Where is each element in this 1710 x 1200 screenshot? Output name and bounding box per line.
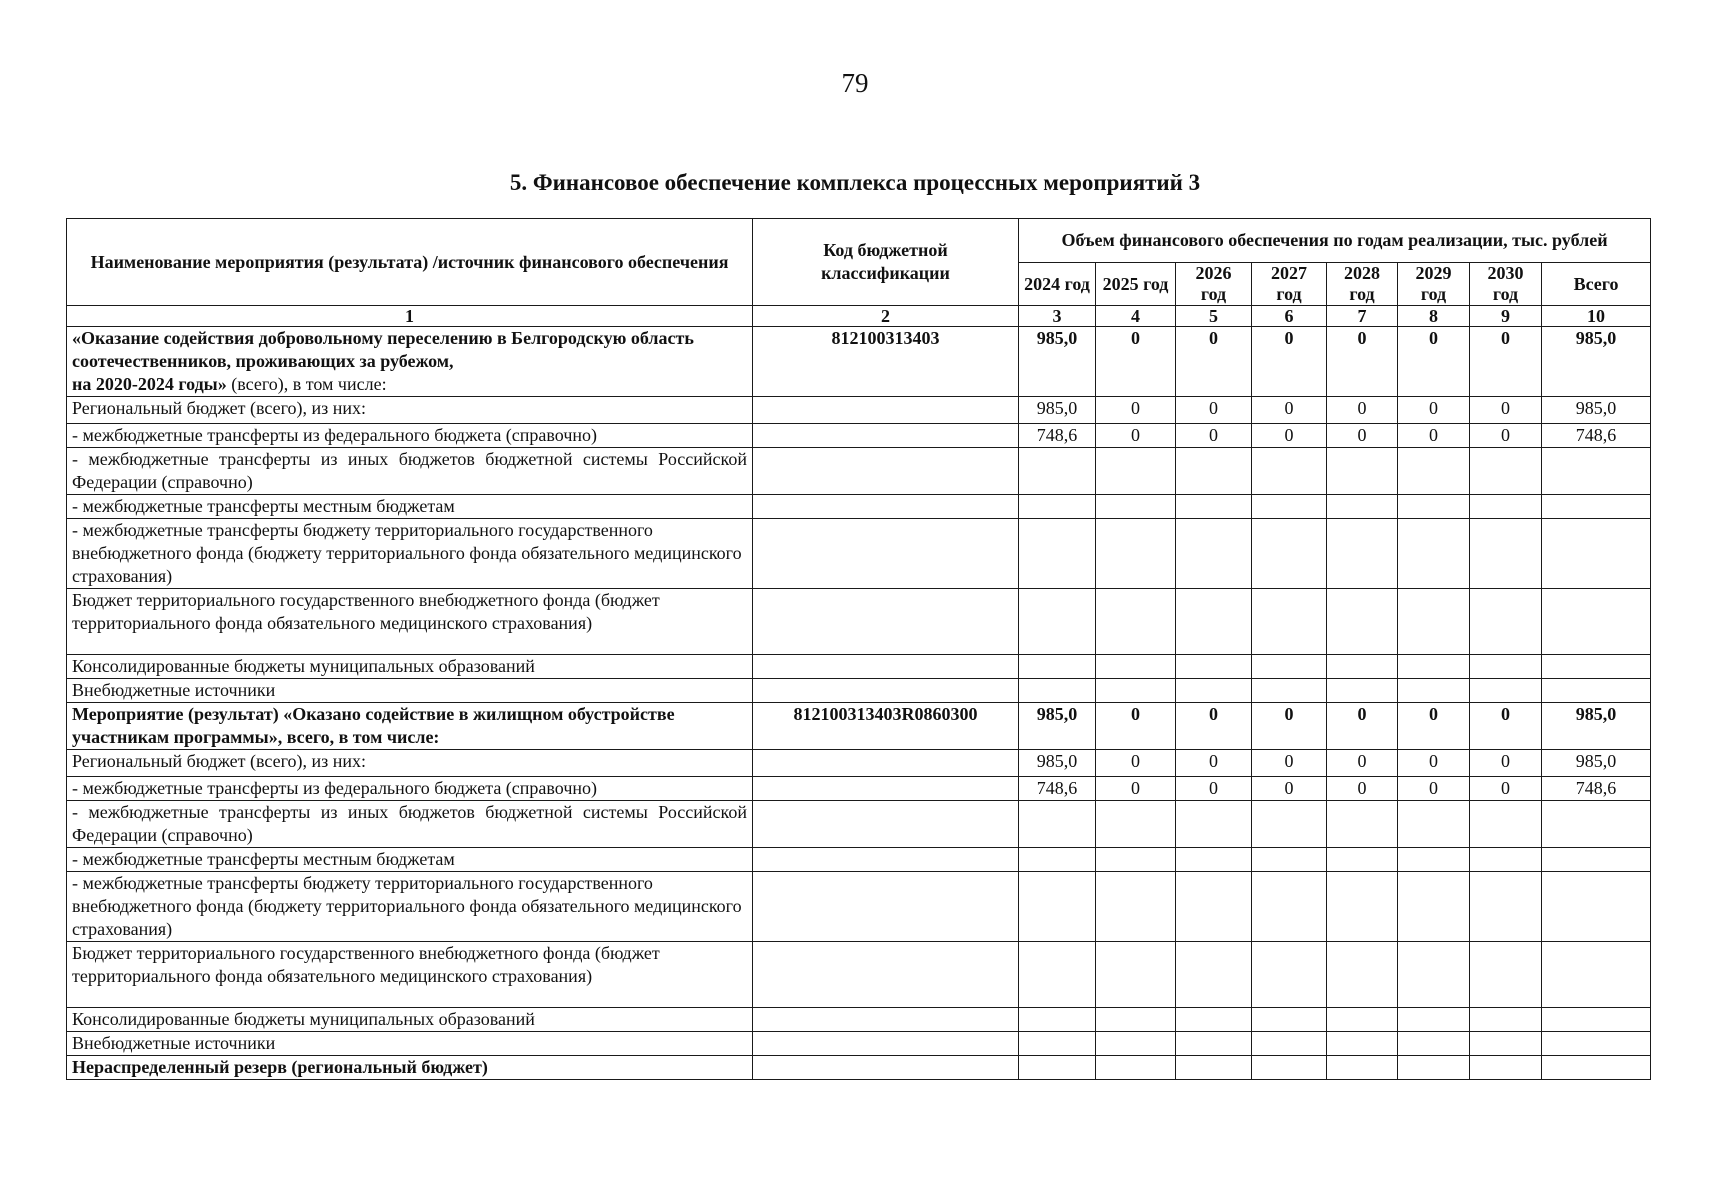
row-value [1252, 1008, 1327, 1032]
row-value [1252, 1056, 1327, 1080]
row-total [1542, 848, 1651, 872]
row-code [753, 777, 1019, 801]
row-value [1096, 872, 1176, 942]
row-value [1398, 801, 1470, 848]
row-total [1542, 448, 1651, 495]
table-row [67, 495, 1651, 519]
row-value [1398, 942, 1470, 1008]
row-value [1398, 872, 1470, 942]
row-value [1019, 872, 1096, 942]
row-total: 985,0 [1542, 397, 1651, 424]
table-row [67, 1008, 1651, 1032]
row-value [1470, 655, 1542, 679]
section-title: 5. Финансовое обеспечение комплекса процессных мероприятий 3 [509, 170, 1201, 195]
row-code [753, 397, 1019, 424]
row-value [1398, 679, 1470, 703]
row-value: 0 [1252, 777, 1327, 801]
row-value [1398, 495, 1470, 519]
row-value [1327, 448, 1398, 495]
row-code [753, 1056, 1019, 1080]
row-value [1398, 1056, 1470, 1080]
row-value [1252, 872, 1327, 942]
row-code [753, 424, 1019, 448]
table-row [67, 679, 1651, 703]
row-value [1019, 589, 1096, 655]
row-value [1096, 1056, 1176, 1080]
column-number: 8 [1398, 306, 1470, 327]
row-value [1470, 801, 1542, 848]
row-value [1096, 655, 1176, 679]
row-name: Региональный бюджет (всего), из них: [67, 750, 753, 777]
table-row [67, 1032, 1651, 1056]
row-value [1398, 448, 1470, 495]
row-value [1470, 1056, 1542, 1080]
row-value [1252, 848, 1327, 872]
row-value [1176, 679, 1252, 703]
row-total: 985,0 [1542, 703, 1651, 750]
row-value: 0 [1327, 424, 1398, 448]
row-name: Бюджет территориального государственного внебюджетного фонда (бюджет территориального фонда обязательного медицинского страхования) [67, 942, 753, 1008]
table-row [67, 942, 1651, 1008]
row-name: - межбюджетные трансферты из федерального бюджета (справочно) [67, 777, 753, 801]
row-code [753, 1032, 1019, 1056]
row-value [1176, 942, 1252, 1008]
row-name: Мероприятие (результат) «Оказано содействие в жилищном обустройстве участникам программы», всего, в том числе: [67, 703, 753, 750]
row-code [753, 942, 1019, 1008]
row-value [1252, 801, 1327, 848]
header-year: 2029 год [1398, 263, 1470, 306]
row-value: 0 [1327, 327, 1398, 397]
row-code [753, 801, 1019, 848]
row-total: 985,0 [1542, 327, 1651, 397]
row-value: 0 [1176, 750, 1252, 777]
row-total [1542, 495, 1651, 519]
row-code [753, 655, 1019, 679]
row-value [1327, 495, 1398, 519]
row-value: 0 [1252, 703, 1327, 750]
row-value: 0 [1470, 397, 1542, 424]
table-row [67, 872, 1651, 942]
row-value: 985,0 [1019, 397, 1096, 424]
row-value [1327, 519, 1398, 589]
row-total [1542, 589, 1651, 655]
row-value: 0 [1327, 750, 1398, 777]
row-value [1327, 872, 1398, 942]
row-value [1327, 679, 1398, 703]
row-value: 748,6 [1019, 424, 1096, 448]
column-number: 6 [1252, 306, 1327, 327]
row-value [1096, 848, 1176, 872]
row-value: 985,0 [1019, 750, 1096, 777]
header-code: Код бюджетной классификации [753, 219, 1019, 306]
row-code [753, 1008, 1019, 1032]
row-name: Бюджет территориального государственного внебюджетного фонда (бюджет территориального фонда обязательного медицинского страхования) [67, 589, 753, 655]
row-value: 0 [1096, 777, 1176, 801]
row-value [1470, 495, 1542, 519]
header-year: 2030 год [1470, 263, 1542, 306]
header-name: Наименование мероприятия (результата) /источник финансового обеспечения [67, 219, 753, 306]
header-volume: Объем финансового обеспечения по годам реализации, тыс. рублей [1019, 219, 1651, 263]
row-value [1470, 1008, 1542, 1032]
row-code: 812100313403R0860300 [753, 703, 1019, 750]
row-value [1096, 1032, 1176, 1056]
column-number: 4 [1096, 306, 1176, 327]
row-total: 985,0 [1542, 750, 1651, 777]
row-value [1019, 801, 1096, 848]
row-total [1542, 655, 1651, 679]
row-value: 985,0 [1019, 703, 1096, 750]
row-value [1019, 1056, 1096, 1080]
row-total [1542, 872, 1651, 942]
column-number: 2 [753, 306, 1019, 327]
row-value [1470, 1032, 1542, 1056]
row-value [1096, 942, 1176, 1008]
row-value: 0 [1176, 424, 1252, 448]
row-name: - межбюджетные трансферты местным бюджетам [67, 495, 753, 519]
row-name: Региональный бюджет (всего), из них: [67, 397, 753, 424]
row-value [1176, 589, 1252, 655]
row-value [1176, 1008, 1252, 1032]
row-code [753, 495, 1019, 519]
row-value [1096, 801, 1176, 848]
table-row [67, 424, 1651, 448]
row-value: 0 [1096, 397, 1176, 424]
row-code [753, 848, 1019, 872]
row-code [753, 872, 1019, 942]
row-value [1176, 655, 1252, 679]
row-value [1470, 942, 1542, 1008]
row-value [1252, 495, 1327, 519]
row-value [1252, 942, 1327, 1008]
row-name: «Оказание содействия добровольному переселению в Белгородскую область соотечественников, проживающих за рубежом, на 2020-2024 годы» (всего), в том числе: [67, 327, 753, 397]
row-value [1470, 679, 1542, 703]
row-total [1542, 1056, 1651, 1080]
row-value [1019, 942, 1096, 1008]
header-year: 2028 год [1327, 263, 1398, 306]
row-value [1470, 589, 1542, 655]
row-total [1542, 801, 1651, 848]
row-value: 0 [1470, 777, 1542, 801]
row-value: 0 [1470, 424, 1542, 448]
row-value [1470, 519, 1542, 589]
row-value [1398, 519, 1470, 589]
header-year: 2024 год [1019, 263, 1096, 306]
row-name: Внебюджетные источники [67, 1032, 753, 1056]
row-value [1176, 448, 1252, 495]
financing-table [66, 218, 1651, 1080]
column-number: 1 [67, 306, 753, 327]
column-number: 9 [1470, 306, 1542, 327]
row-value [1327, 801, 1398, 848]
row-value: 0 [1096, 424, 1176, 448]
row-value: 0 [1096, 750, 1176, 777]
row-name: - межбюджетные трансферты местным бюджетам [67, 848, 753, 872]
column-number: 5 [1176, 306, 1252, 327]
row-value: 0 [1176, 397, 1252, 424]
row-value [1019, 1008, 1096, 1032]
row-value [1252, 655, 1327, 679]
row-value [1019, 448, 1096, 495]
row-code [753, 448, 1019, 495]
row-value [1096, 679, 1176, 703]
row-value [1327, 1056, 1398, 1080]
row-value: 0 [1470, 750, 1542, 777]
row-value: 0 [1470, 327, 1542, 397]
row-value: 0 [1327, 397, 1398, 424]
row-value [1176, 1056, 1252, 1080]
row-name: Нераспределенный резерв (региональный бюджет) [67, 1056, 753, 1080]
column-number-row [67, 306, 1651, 327]
row-value [1252, 679, 1327, 703]
row-total [1542, 1032, 1651, 1056]
row-total [1542, 942, 1651, 1008]
row-value: 0 [1398, 703, 1470, 750]
row-value: 0 [1398, 397, 1470, 424]
row-total [1542, 679, 1651, 703]
row-value: 0 [1252, 424, 1327, 448]
row-value [1252, 448, 1327, 495]
row-value [1398, 1032, 1470, 1056]
row-value [1252, 1032, 1327, 1056]
table-row [67, 703, 1651, 750]
row-value [1398, 655, 1470, 679]
row-value [1470, 448, 1542, 495]
row-name: - межбюджетные трансферты из федерального бюджета (справочно) [67, 424, 753, 448]
header-year: 2025 год [1096, 263, 1176, 306]
row-value [1019, 495, 1096, 519]
row-value [1398, 589, 1470, 655]
row-value [1019, 679, 1096, 703]
row-value: 0 [1398, 424, 1470, 448]
row-value [1176, 495, 1252, 519]
table-row [67, 848, 1651, 872]
column-number: 7 [1327, 306, 1398, 327]
table-row [67, 655, 1651, 679]
row-value [1327, 655, 1398, 679]
row-code [753, 519, 1019, 589]
table-row [67, 589, 1651, 655]
row-value [1176, 1032, 1252, 1056]
row-total: 748,6 [1542, 424, 1651, 448]
row-value [1470, 872, 1542, 942]
row-value [1327, 589, 1398, 655]
row-name: - межбюджетные трансферты бюджету территориального государственного внебюджетного фонда (бюджету территориального фонда обязательного медицинского страхования) [67, 519, 753, 589]
row-value: 0 [1176, 777, 1252, 801]
table-row [67, 750, 1651, 777]
row-value: 0 [1327, 703, 1398, 750]
row-total: 748,6 [1542, 777, 1651, 801]
row-value [1398, 848, 1470, 872]
table-row [67, 801, 1651, 848]
row-value: 0 [1398, 750, 1470, 777]
row-value [1096, 589, 1176, 655]
page-number: 79 [841, 68, 869, 98]
row-name: - межбюджетные трансферты из иных бюджетов бюджетной системы Российской Федерации (справочно) [67, 448, 753, 495]
row-value: 0 [1252, 327, 1327, 397]
row-value [1327, 1032, 1398, 1056]
table-row [67, 519, 1651, 589]
row-value [1327, 848, 1398, 872]
row-value: 0 [1398, 777, 1470, 801]
row-name: - межбюджетные трансферты из иных бюджетов бюджетной системы Российской Федерации (справочно) [67, 801, 753, 848]
row-value: 0 [1096, 327, 1176, 397]
column-number: 10 [1542, 306, 1651, 327]
table-row [67, 777, 1651, 801]
row-value [1176, 872, 1252, 942]
row-name: Консолидированные бюджеты муниципальных образований [67, 655, 753, 679]
row-value [1019, 519, 1096, 589]
row-value: 0 [1176, 327, 1252, 397]
row-code: 812100313403 [753, 327, 1019, 397]
column-number: 3 [1019, 306, 1096, 327]
row-value [1327, 1008, 1398, 1032]
row-code [753, 750, 1019, 777]
table-row [67, 1056, 1651, 1080]
row-value [1398, 1008, 1470, 1032]
row-value [1096, 495, 1176, 519]
row-value: 0 [1398, 327, 1470, 397]
row-code [753, 679, 1019, 703]
row-value: 748,6 [1019, 777, 1096, 801]
row-value: 0 [1470, 703, 1542, 750]
table-row [67, 397, 1651, 424]
row-value [1019, 1032, 1096, 1056]
row-name: - межбюджетные трансферты бюджету территориального государственного внебюджетного фонда (бюджету территориального фонда обязательного медицинского страхования) [67, 872, 753, 942]
row-value [1176, 801, 1252, 848]
row-value [1176, 519, 1252, 589]
row-value [1470, 848, 1542, 872]
row-value: 985,0 [1019, 327, 1096, 397]
row-total [1542, 1008, 1651, 1032]
table-row [67, 327, 1651, 397]
row-value [1327, 942, 1398, 1008]
row-value: 0 [1096, 703, 1176, 750]
row-name: Консолидированные бюджеты муниципальных образований [67, 1008, 753, 1032]
header-total: Всего [1542, 263, 1651, 306]
row-value [1096, 1008, 1176, 1032]
header-year: 2027 год [1252, 263, 1327, 306]
row-value [1252, 519, 1327, 589]
row-value [1096, 519, 1176, 589]
row-value [1096, 448, 1176, 495]
row-value [1252, 589, 1327, 655]
row-value [1176, 848, 1252, 872]
row-value: 0 [1176, 703, 1252, 750]
row-value: 0 [1252, 750, 1327, 777]
table-row [67, 448, 1651, 495]
row-value: 0 [1327, 777, 1398, 801]
row-total [1542, 519, 1651, 589]
row-name: Внебюджетные источники [67, 679, 753, 703]
row-value [1019, 848, 1096, 872]
header-year: 2026 год [1176, 263, 1252, 306]
row-code [753, 589, 1019, 655]
row-value: 0 [1252, 397, 1327, 424]
row-value [1019, 655, 1096, 679]
